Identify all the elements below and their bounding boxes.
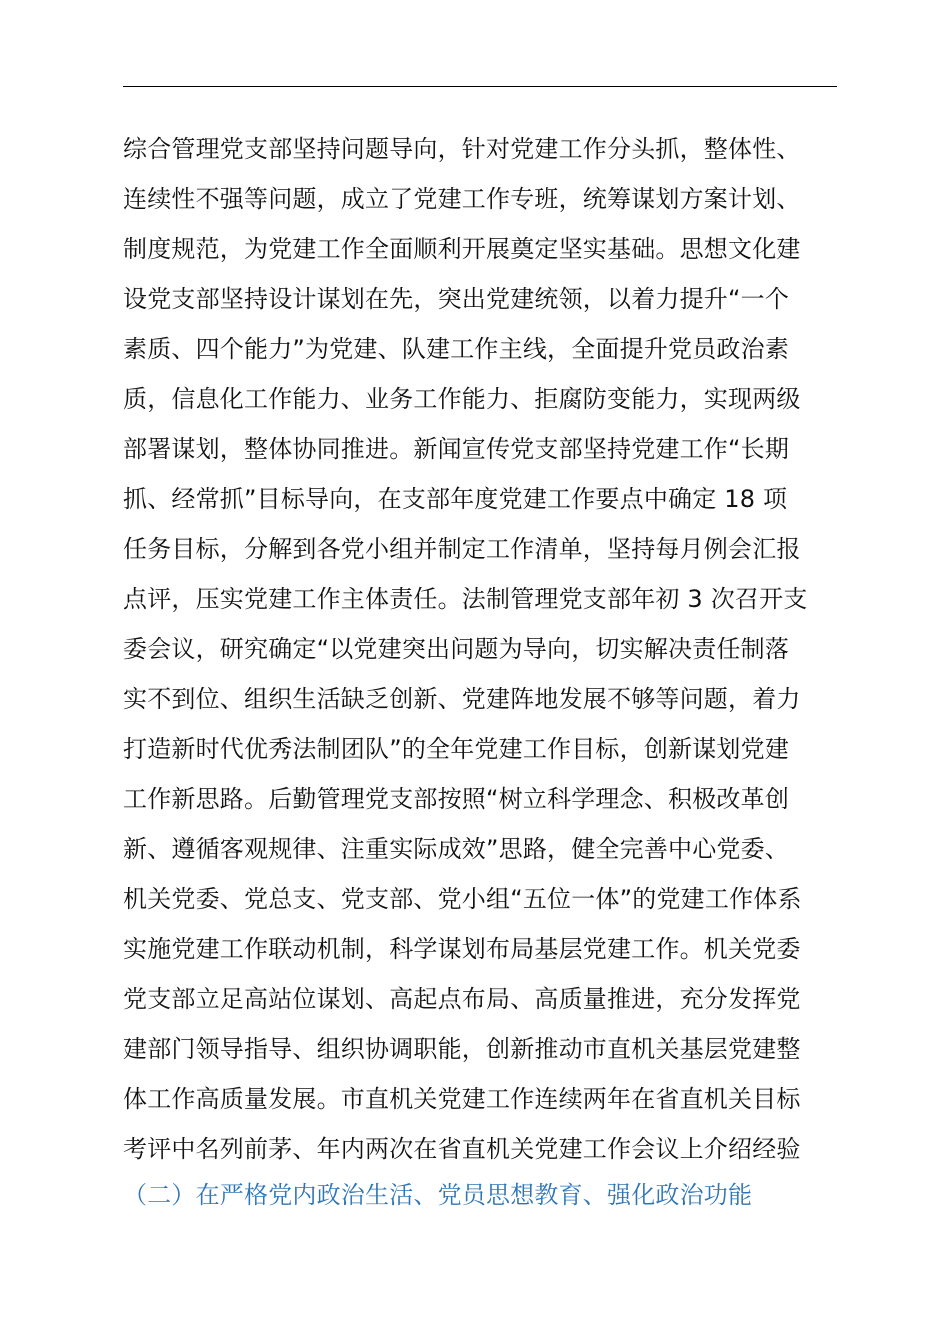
paragraph-line: 新、遵循客观规律、注重实际成效”思路，健全完善中心党委、 <box>123 835 790 863</box>
paragraph-line: 考评中名列前茅、年内两次在省直机关党建工作会议上介绍经验 <box>123 1135 801 1163</box>
paragraph-line: 质，信息化工作能力、业务工作能力、拒腐防变能力，实现两级 <box>123 385 801 413</box>
section-heading: （二）在严格党内政治生活、党员思想教育、强化政治功能 <box>123 1181 753 1209</box>
paragraph-line: 任务目标，分解到各党小组并制定工作清单，坚持每月例会汇报 <box>123 535 801 563</box>
paragraph-line: 部署谋划，整体协同推进。新闻宣传党支部坚持党建工作“长期 <box>123 435 790 463</box>
paragraph-line: 体工作高质量发展。市直机关党建工作连续两年在省直机关目标 <box>123 1085 801 1113</box>
paragraph-line: 素质、四个能力”为党建、队建工作主线，全面提升党员政治素 <box>123 335 790 363</box>
paragraph-line: 实施党建工作联动机制，科学谋划布局基层党建工作。机关党委 <box>123 935 801 963</box>
paragraph-line: 打造新时代优秀法制团队”的全年党建工作目标，创新谋划党建 <box>123 735 790 763</box>
paragraph-line: 机关党委、党总支、党支部、党小组“五位一体”的党建工作体系 <box>123 885 802 913</box>
paragraph-line: 工作新思路。后勤管理党支部按照“树立科学理念、积极改革创 <box>123 785 790 813</box>
paragraph-line: 党支部立足高站位谋划、高起点布局、高质量推进，充分发挥党 <box>123 985 801 1013</box>
paragraph-line: 建部门领导指导、组织协调职能，创新推动市直机关基层党建整 <box>123 1035 801 1063</box>
paragraph-line: 综合管理党支部坚持问题导向，针对党建工作分头抓，整体性、 <box>123 135 801 163</box>
body-paragraph <box>123 124 839 1174</box>
header-rule <box>123 86 837 87</box>
paragraph-line: 点评，压实党建工作主体责任。法制管理党支部年初 3 次召开支 <box>123 585 808 613</box>
paragraph-line: 设党支部坚持设计谋划在先，突出党建统领，以着力提升“一个 <box>123 285 790 313</box>
paragraph-line: 抓、经常抓”目标导向，在支部年度党建工作要点中确定 18 项 <box>123 485 788 513</box>
paragraph-line: 连续性不强等问题，成立了党建工作专班，统筹谋划方案计划、 <box>123 185 801 213</box>
paragraph-line: 实不到位、组织生活缺乏创新、党建阵地发展不够等问题，着力 <box>123 685 801 713</box>
paragraph-line: 制度规范，为党建工作全面顺利开展奠定坚实基础。思想文化建 <box>123 235 801 263</box>
paragraph-line: 委会议，研究确定“以党建突出问题为导向，切实解决责任制落 <box>123 635 790 663</box>
